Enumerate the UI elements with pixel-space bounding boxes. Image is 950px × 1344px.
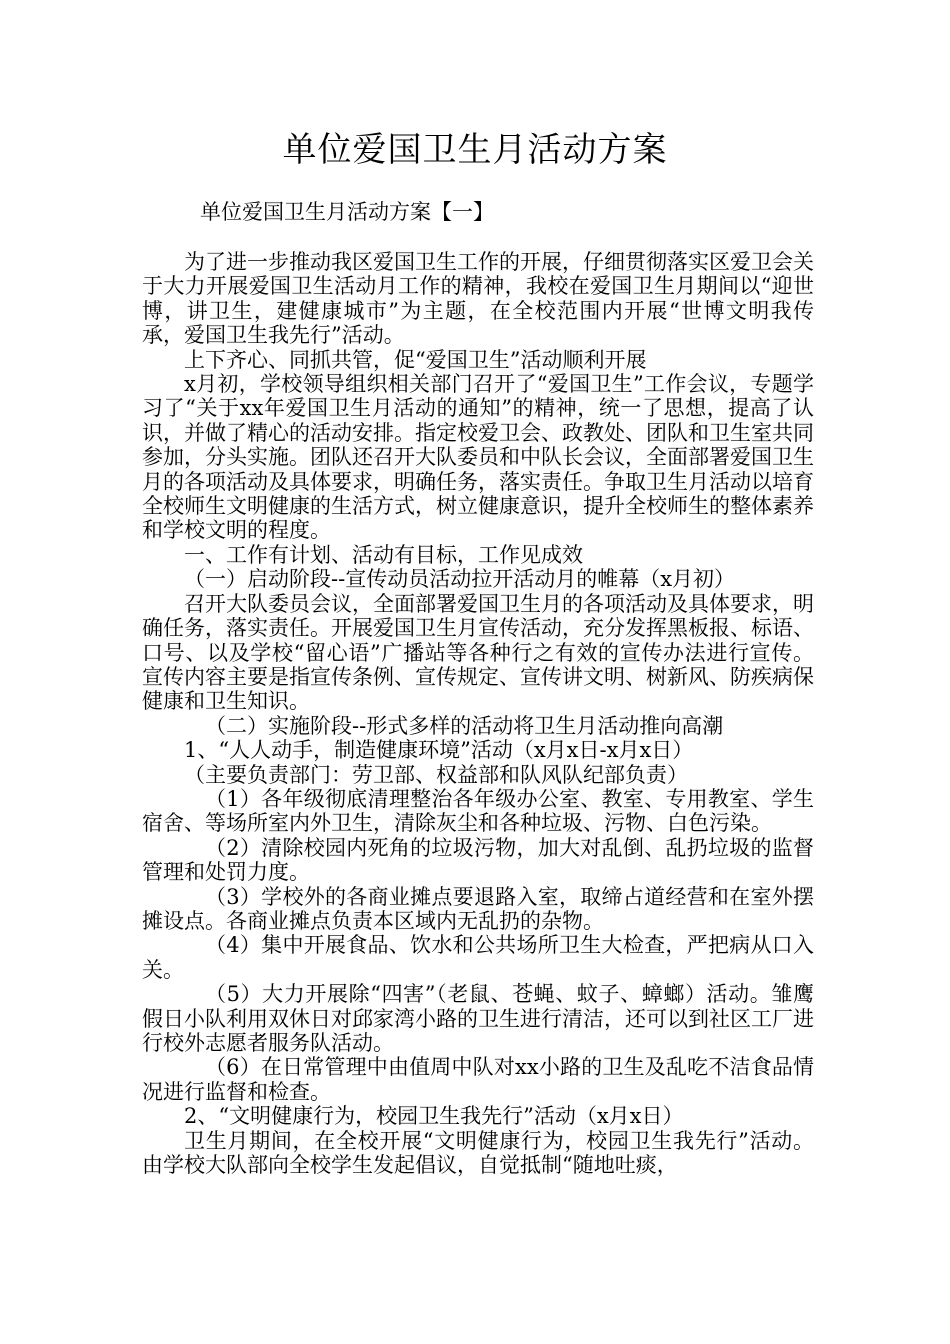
- paragraph: （6）在日常管理中由值周中队对xx小路的卫生及乱吃不洁食品情况进行监督和检查。: [142, 1055, 814, 1104]
- paragraph: （4）集中开展食品、饮水和公共场所卫生大检查，严把病从口入关。: [142, 933, 814, 982]
- paragraph: （一）启动阶段--宣传动员活动拉开活动月的帷幕（x月初）: [184, 567, 736, 592]
- paragraph: （3）学校外的各商业摊点要退路入室，取缔占道经营和在室外摆摊设点。各商业摊点负责本区域内无乱扔的杂物。: [142, 884, 814, 933]
- document-body: [142, 250, 814, 1177]
- paragraph: 1、“人人动手，制造健康环境”活动（x月x日-x月x日）: [184, 738, 694, 763]
- paragraph: （二）实施阶段--形式多样的活动将卫生月活动推向高潮: [205, 713, 724, 738]
- paragraph: （1）各年级彻底清理整治各年级办公室、教室、专用教室、学生宿舍、等场所室内外卫生，清除灰尘和各种垃圾、污物、白色污染。: [142, 786, 814, 836]
- paragraph: 为了进一步推动我区爱国卫生工作的开展，仔细贯彻落实区爱卫会关于大力开展爱国卫生活动月工作的精神，我校在爱国卫生月期间以“迎世博，讲卫生，建健康城市”为主题，在全校范围内开展“世博文明我传承，爱国卫生我先行”活动。: [142, 250, 814, 348]
- paragraph: （5）大力开展除“四害”（老鼠、苍蝇、蚊子、蟑螂）活动。雏鹰假日小队利用双休日对邱家湾小路的卫生进行清洁，还可以到社区工厂进行校外志愿者服务队活动。: [142, 982, 814, 1055]
- paragraph: （主要负责部门：劳卫部、权益部和队风队纪部负责）: [184, 762, 688, 787]
- document-title: 单位爱国卫生月活动方案: [282, 130, 668, 170]
- paragraph: 一、工作有计划、活动有目标，工作见成效: [184, 542, 583, 567]
- paragraph: 上下齐心、同抓共管，促“爱国卫生”活动顺利开展: [184, 347, 647, 372]
- paragraph: 卫生月期间，在全校开展“文明健康行为，校园卫生我先行”活动。由学校大队部向全校学生发起倡议，自觉抵制“随地吐痰，: [142, 1128, 814, 1178]
- paragraph: （2）清除校园内死角的垃圾污物，加大对乱倒、乱扔垃圾的监督管理和处罚力度。: [142, 835, 814, 885]
- document-subtitle: 单位爱国卫生月活动方案【一】: [200, 200, 494, 224]
- paragraph: x月初，学校领导组织相关部门召开了“爱国卫生”工作会议，专题学习了“关于xx年爱国卫生月活动的通知”的精神，统一了思想，提高了认识，并做了精心的活动安排。指定校爱卫会、政教处、团队和卫生室共同参加，分头实施。团队还召开大队委员和中队长会议，全面部署爱国卫生月的各项活动及具体要求，明确任务，落实责任。争取卫生月活动以培育全校师生文明健康的生活方式，树立健康意识，提升全校师生的整体素养和学校文明的程度。: [142, 372, 814, 543]
- paragraph: 2、“文明健康行为，校园卫生我先行”活动（x月x日）: [184, 1104, 684, 1129]
- paragraph: 召开大队委员会议，全面部署爱国卫生月的各项活动及具体要求，明确任务，落实责任。开展爱国卫生月宣传活动，充分发挥黑板报、标语、口号、以及学校“留心语”广播站等各种行之有效的宣传办法进行宣传。宣传内容主要是指宣传条例、宣传规定、宣传讲文明、树新风、防疾病保健康和卫生知识。: [142, 591, 814, 714]
